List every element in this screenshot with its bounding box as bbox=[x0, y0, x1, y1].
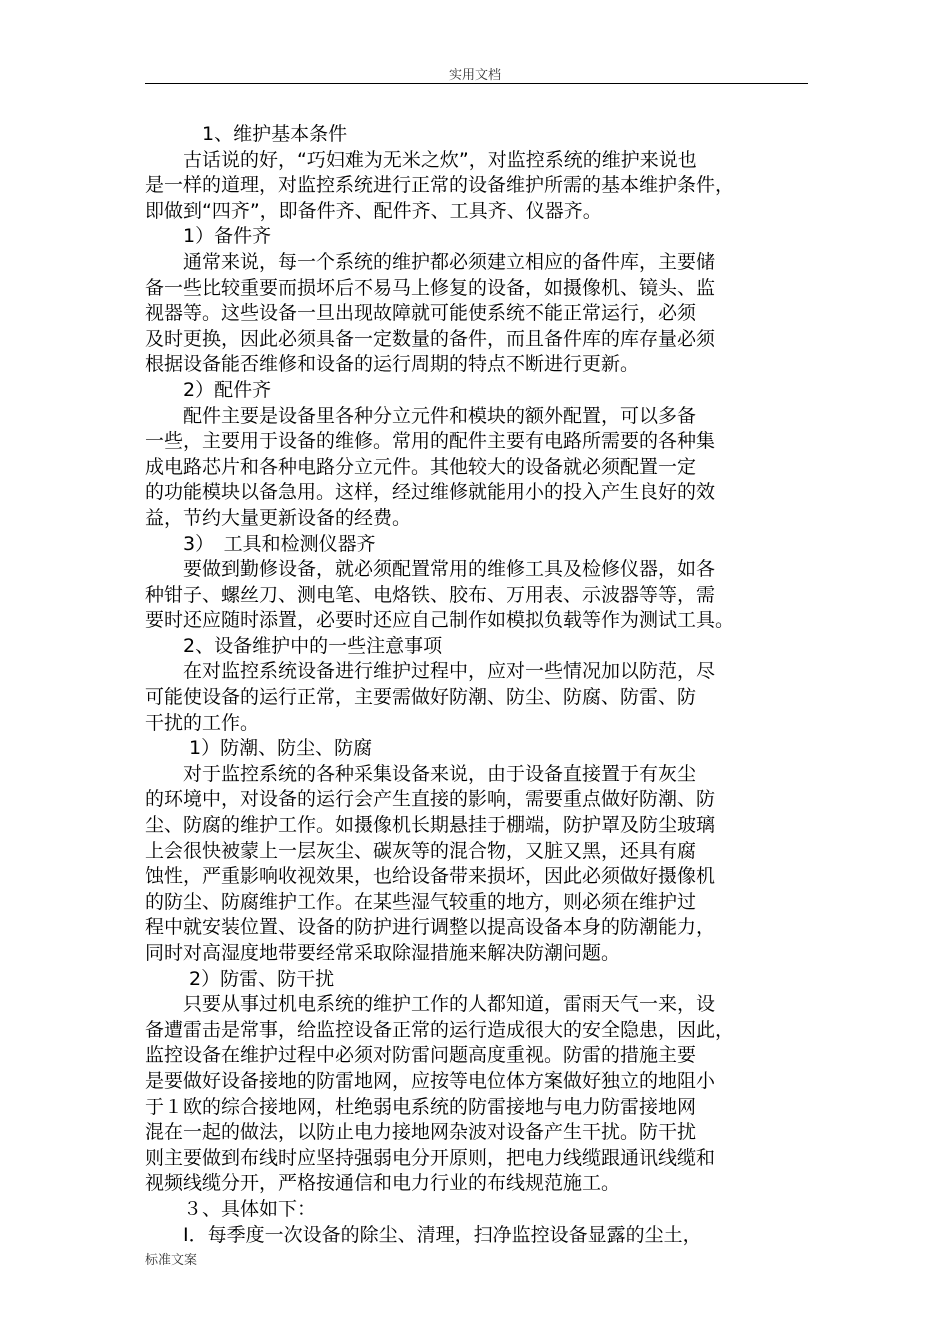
text-line: 同时对高湿度地带要经常采取除湿措施来解决防潮问题。 bbox=[145, 942, 621, 964]
text-line: 2、设备维护中的一些注意事项 bbox=[145, 634, 443, 657]
text-line: 对于监控系统的各种采集设备来说，由于设备直接置于有灰尘 bbox=[145, 762, 697, 785]
text-line: 上会很快被蒙上一层灰尘、碳灰等的混合物，又脏又黑，还具有腐 bbox=[145, 839, 697, 862]
text-line: 2）防雷、防干扰 bbox=[145, 967, 335, 990]
text-line: 3） 工具和检测仪器齐 bbox=[145, 532, 376, 555]
text-line: Ⅰ．每季度一次设备的除尘、清理，扫净监控设备显露的尘土， bbox=[145, 1223, 702, 1246]
text-line: 视频线缆分开，严格按通信和电力行业的布线规范施工。 bbox=[145, 1172, 621, 1195]
text-line: 可能使设备的运行正常，主要需做好防潮、防尘、防腐、防雷、防 bbox=[145, 686, 697, 709]
text-line: 古话说的好，“巧妇难为无米之炊”，对监控系统的维护来说也 bbox=[145, 148, 697, 171]
text-line: 成电路芯片和各种电路分立元件。其他较大的设备就必须配置一定 bbox=[145, 455, 697, 478]
text-line: 的功能模块以备急用。这样，经过维修就能用小的投入产生良好的效 bbox=[145, 481, 716, 504]
text-line: 1、维护基本条件 bbox=[145, 123, 348, 145]
text-line: 益，节约大量更新设备的经费。 bbox=[145, 506, 412, 529]
text-line: 配件主要是设备里各种分立元件和模块的额外配置，可以多备 bbox=[145, 404, 697, 427]
text-line: 蚀性，严重影响收视效果，也给设备带来损坏，因此必须做好摄像机 bbox=[145, 865, 716, 888]
text-line: 于１欧的综合接地网，杜绝弱电系统的防雷接地与电力防雷接地网 bbox=[145, 1095, 697, 1118]
text-line: 视器等。这些设备一旦出现故障就可能使系统不能正常运行，必须 bbox=[145, 302, 697, 325]
document-body bbox=[145, 122, 808, 1248]
text-line: 即做到“四齐”，即备件齐、配件齐、工具齐、仪器齐。 bbox=[145, 199, 602, 222]
header-divider bbox=[145, 83, 808, 84]
text-line: 一些，主要用于设备的维修。常用的配件主要有电路所需要的各种集 bbox=[145, 430, 716, 453]
text-line: 通常来说，每一个系统的维护都必须建立相应的备件库，主要储 bbox=[145, 250, 716, 273]
text-line: 混在一起的做法，以防止电力接地网杂波对设备产生干扰。防干扰 bbox=[145, 1121, 697, 1144]
text-line: 只要从事过机电系统的维护工作的人都知道，雷雨天气一来，设 bbox=[145, 993, 716, 1016]
text-line: 及时更换，因此必须具备一定数量的备件，而且备件库的库存量必须 bbox=[145, 327, 716, 350]
text-line: 根据设备能否维修和设备的运行周期的特点不断进行更新。 bbox=[145, 353, 640, 376]
text-line: 干扰的工作。 bbox=[145, 711, 260, 734]
text-line: 的防尘、防腐维护工作。在某些湿气较重的地方，则必须在维护过 bbox=[145, 890, 697, 913]
text-line: 在对监控系统设备进行维护过程中，应对一些情况加以防范，尽 bbox=[145, 660, 716, 683]
text-line: 尘、防腐的维护工作。如摄像机长期悬挂于棚端，防护罩及防尘玻璃 bbox=[145, 814, 716, 837]
text-line: 要时还应随时添置，必要时还应自己制作如模拟负载等作为测试工具。 bbox=[145, 609, 735, 632]
text-line: 监控设备在维护过程中必须对防雷问题高度重视。防雷的措施主要 bbox=[145, 1044, 697, 1067]
text-line: 备一些比较重要而损坏后不易马上修复的设备，如摄像机、镜头、监 bbox=[145, 276, 716, 299]
text-line: 1）备件齐 bbox=[145, 225, 272, 248]
text-line: 则主要做到布线时应坚持强弱电分开原则，把电力线缆跟通讯线缆和 bbox=[145, 1146, 716, 1169]
text-line: 1）防潮、防尘、防腐 bbox=[145, 737, 373, 760]
text-line: 是一样的道理，对监控系统进行正常的设备维护所需的基本维护条件， bbox=[145, 174, 735, 197]
text-line: 的环境中，对设备的运行会产生直接的影响，需要重点做好防潮、防 bbox=[145, 788, 716, 811]
text-line: 备遭雷击是常事，给监控设备正常的运行造成很大的安全隐患，因此， bbox=[145, 1018, 735, 1041]
page-footer: 标准文案 bbox=[145, 1253, 198, 1268]
text-line: 种钳子、螺丝刀、测电笔、电烙铁、胶布、万用表、示波器等等，需 bbox=[145, 583, 716, 606]
page-header: 实用文档 bbox=[448, 68, 501, 83]
text-line: 要做到勤修设备，就必须配置常用的维修工具及检修仪器，如各 bbox=[145, 558, 716, 581]
text-line: 程中就安装位置、设备的防护进行调整以提高设备本身的防潮能力， bbox=[145, 916, 716, 939]
text-line: ３、具体如下： bbox=[145, 1197, 317, 1220]
text-line: 是要做好设备接地的防雷地网，应按等电位体方案做好独立的地阻小 bbox=[145, 1069, 716, 1092]
text-line: 2）配件齐 bbox=[145, 378, 272, 401]
